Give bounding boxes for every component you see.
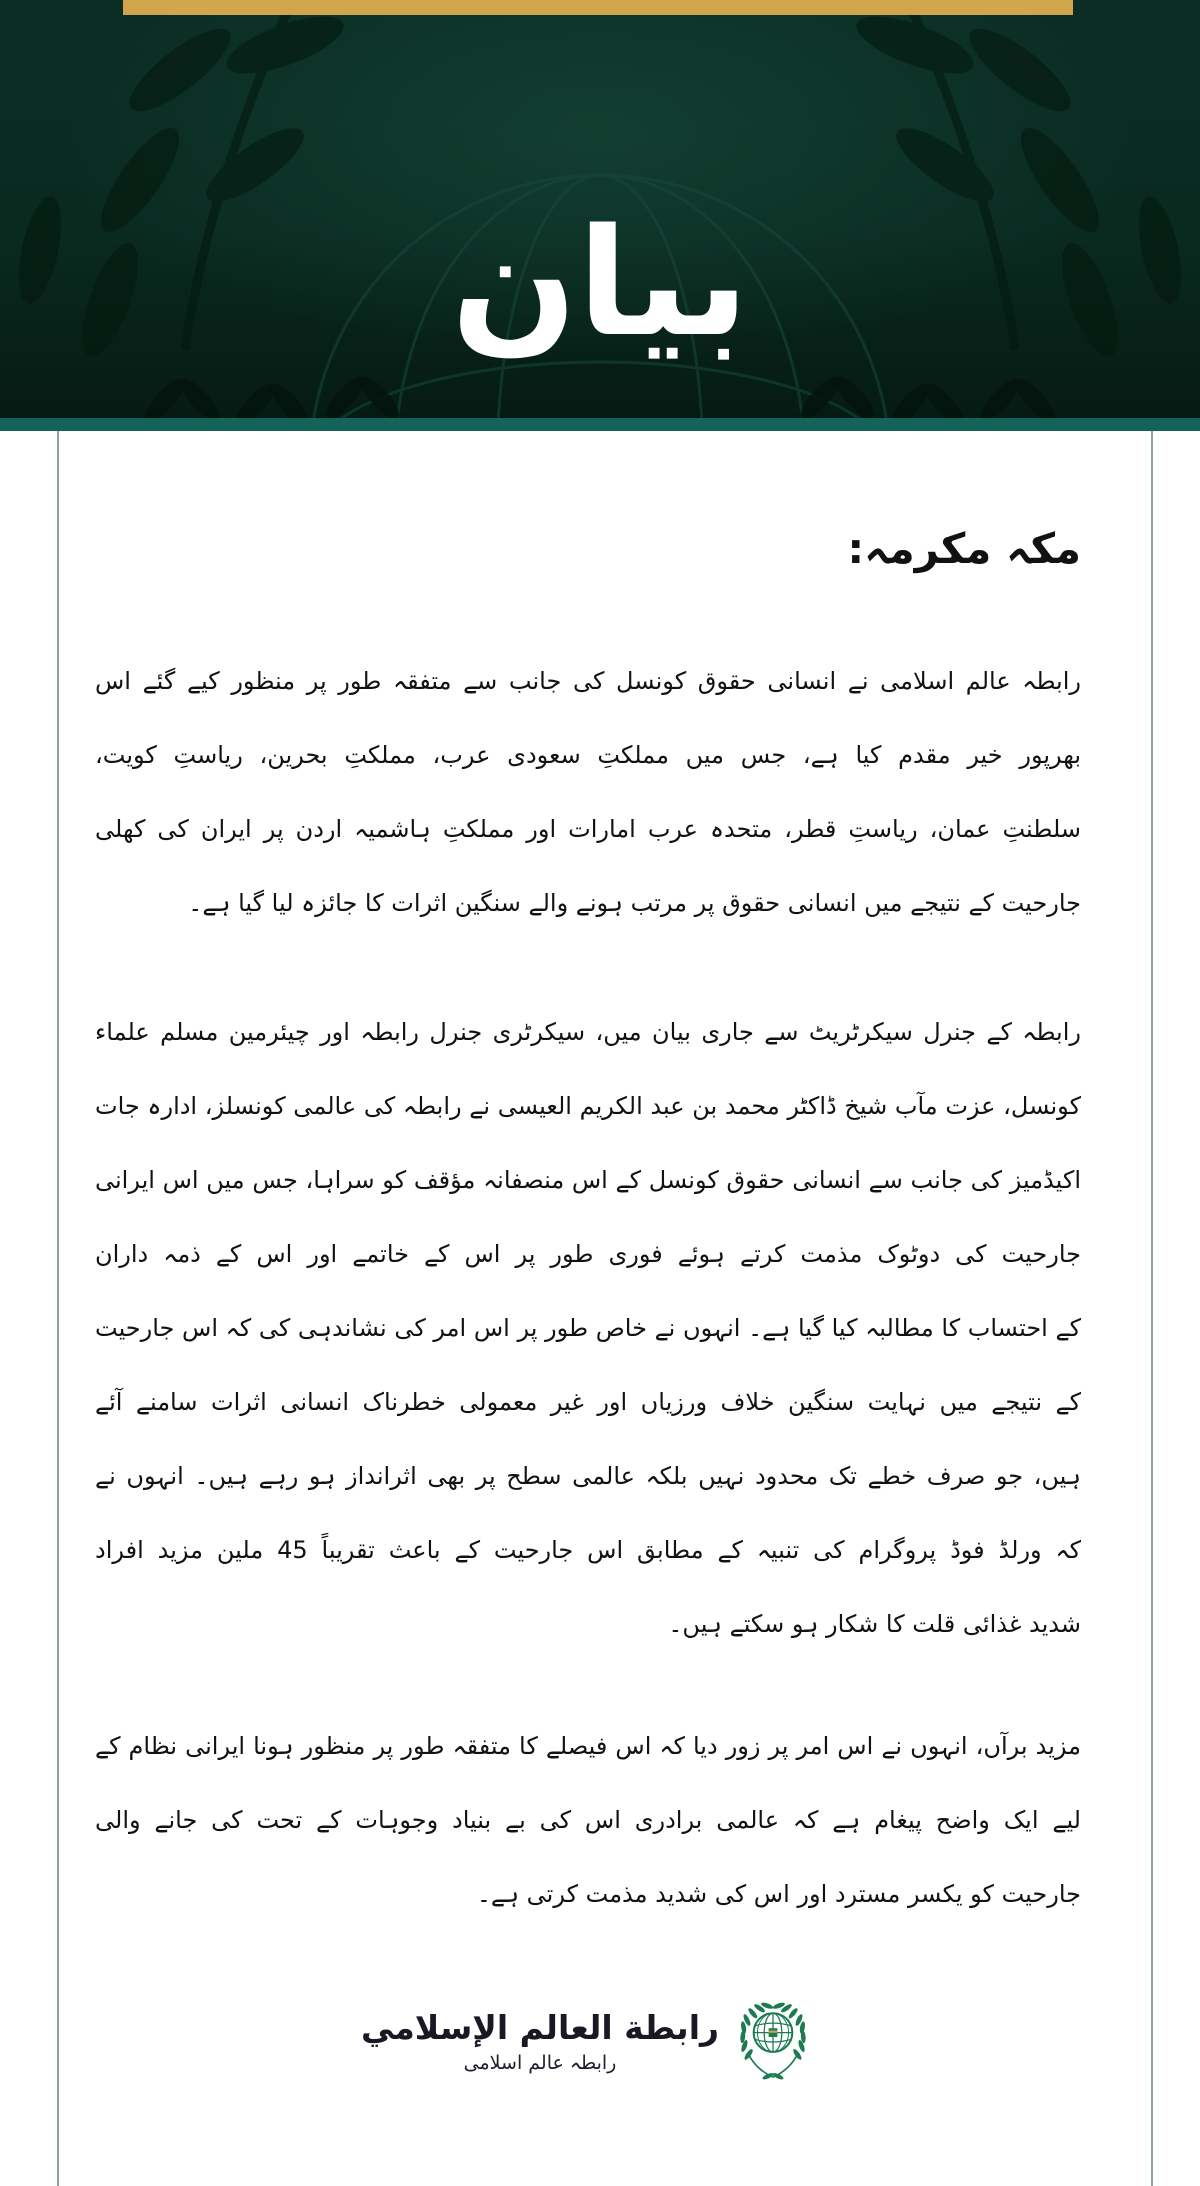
text-line: کونسل، عزت مآب شیخ ڈاکٹر محمد بن عبد الکریم العیسی نے رابطہ کی عالمی کونسلز، ادارہ جات [95,1092,1081,1120]
text-line: شدید غذائی قلت کا شکار ہو سکتے ہیں۔ [668,1610,1081,1638]
text-line: لیے ایک واضح پیغام ہے کہ عالمی برادری اس کی بے بنیاد وجوہات کے تحت کی جانے والی [95,1806,1081,1834]
mwl-arabic-name: رابطة العالم الإسلامي [360,2008,720,2047]
text-line: سلطنتِ عمان، ریاستِ قطر، متحدہ عرب امارات اور مملکتِ ہاشمیہ اردن پر ایران کی کھلی [95,815,1081,843]
statement-title: بيان [451,197,749,369]
text-line: رابطہ عالم اسلامی نے انسانی حقوق کونسل کی جانب سے متفقہ طور پر منظور کیے گئے اس [95,667,1081,695]
statement-content [49,431,1141,2186]
right-vertical-rule [1151,431,1153,2186]
text-line: اکیڈمیز کی جانب سے انسانی حقوق کونسل کے اس منصفانہ مؤقف کو سراہا، جس میں اس ایرانی [95,1166,1081,1194]
mwl-logo-text [361,2006,719,2076]
paragraph-2 [95,995,1081,1661]
text-line: رابطہ کے جنرل سیکرٹریٹ سے جاری بیان میں، سیکرٹری جنرل رابطہ اور چیئرمین مسلم علماء [95,1018,1081,1046]
mwl-urdu-name: رابطہ عالم اسلامی [463,2052,617,2074]
paragraph-1 [95,644,1081,940]
text-line: کہ ورلڈ فوڈ پروگرام کی تنبیہ کے مطابق اس جارحیت کے باعث تقریباً 45 ملین مزید افراد [95,1536,1081,1564]
text-line: ہیں، جو صرف خطے تک محدود نہیں بلکہ عالمی سطح پر بھی اثرانداز ہو رہے ہیں۔ انہوں نے [95,1462,1081,1490]
gold-accent-bar [123,0,1073,15]
text-line: جارحیت کی دوٹوک مذمت کرتے ہوئے فوری طور پر اس کے خاتمے اور اس کے ذمہ داران [95,1240,1081,1268]
text-line: جارحیت کو یکسر مسترد اور اس کی شدید مذمت کرتی ہے۔ [476,1880,1081,1908]
mwl-logo [95,1999,1081,2083]
text-line: کے احتساب کا مطالبہ کیا گیا ہے۔ انہوں نے خاص طور پر اس امر کی نشاندہی کی کہ اس جارحیت [95,1314,1081,1342]
text-line: جارحیت کے نتیجے میں انسانی حقوق پر مرتب ہونے والے سنگین اثرات کا جائزہ لیا گیا ہے۔ [188,889,1081,917]
location-heading: مکہ مکرمہ: [847,524,1081,573]
header-banner [0,0,1200,418]
mwl-emblem-icon [731,1999,815,2083]
text-line: کے نتیجے میں نہایت سنگین خلاف ورزیاں اور غیر معمولی خطرناک انسانی اثرات سامنے آئے [95,1388,1081,1416]
statement-body [0,431,1200,2186]
text-line: بھرپور خیر مقدم کیا ہے، جس میں مملکتِ سعودی عرب، مملکتِ بحرین، ریاستِ کویت، [95,741,1081,769]
text-line: مزید برآں، انہوں نے اس امر پر زور دیا کہ اس فیصلے کا متفقہ طور پر منظور ہونا ایرانی نظام کے [95,1732,1081,1760]
teal-divider-band [0,418,1200,431]
paragraph-3 [95,1709,1081,1931]
